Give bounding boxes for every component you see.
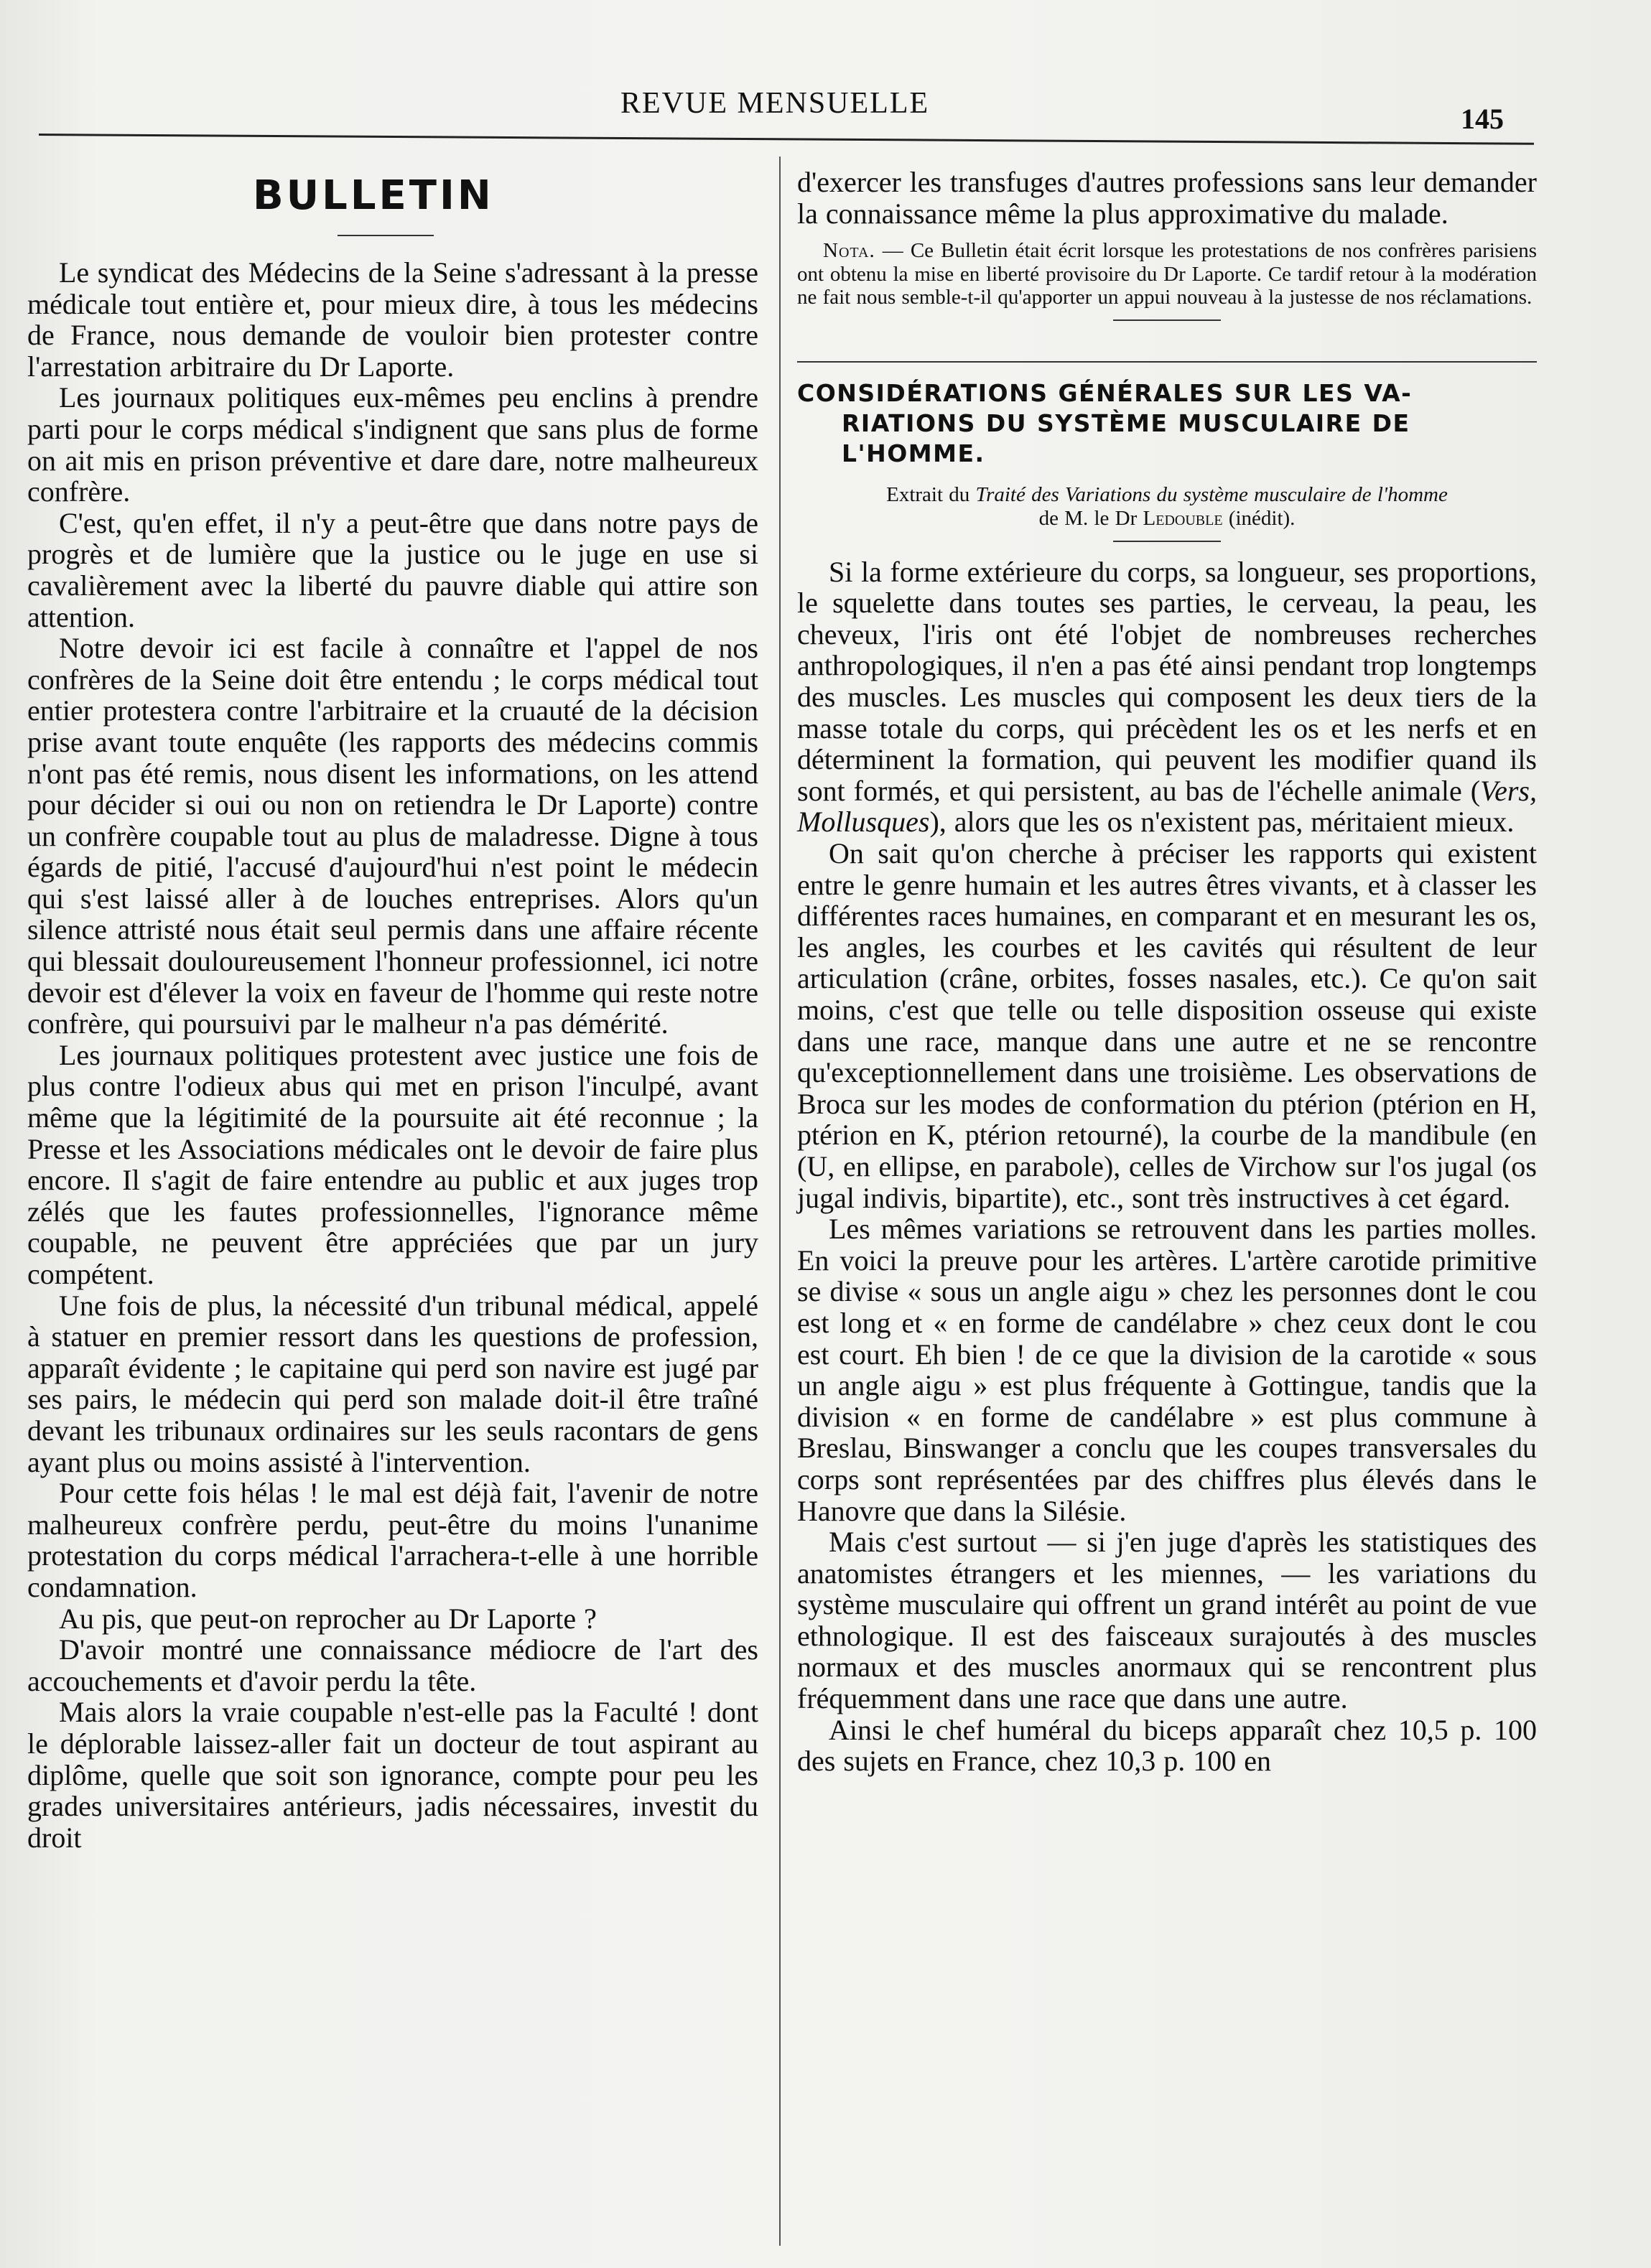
bulletin-paragraph-2: Les journaux politiques eux-mêmes peu enclins à prendre parti pour le corps médical s'indignent que sans plus de forme on ait mis en prison préventive et dare dare, notre malheureux confrère.: [27, 381, 758, 508]
extract-author: Ledouble: [1143, 506, 1223, 530]
bulletin-paragraph-9: D'avoir montré une connaissance médiocre de l'art des accouchements et d'avoir perdu la tête.: [27, 1633, 758, 1697]
article-paragraph-5: Ainsi le chef huméral du biceps apparaît chez 10,5 p. 100 des sujets en France, chez 10,3 p. 100 en: [797, 1713, 1537, 1778]
bulletin-paragraph-7: Pour cette fois hélas ! le mal est déjà fait, l'avenir de notre malheureux confrère perdu, peut-être du moins l'unanime protestation du corps médical l'arrachera-t-elle à une horrible condamnation.: [27, 1477, 758, 1603]
article-paragraph-1: [797, 556, 1537, 838]
article-paragraph-2: On sait qu'on cherche à préciser les rapports qui existent entre le genre humain et les autres êtres vivants, et à classer les différentes races humaines, en comparant et en mesurant les os, les angles, les courbes et les cavités qui résultent de leur articulation (crâne, orbites, fosses nasales, etc.). Ce qu'on sait moins, c'est que telle ou telle disposition osseuse qui existe dans une race, manque dans une autre et ne se rencontre qu'exceptionnellement dans une troisième. Les observations de Broca sur les modes de conformation du ptérion (ptérion en H, ptérion en K, ptérion retourné), la courbe de la mandibule (en (U, en ellipse, en parabole), celles de Virchow sur l'os jugal (os jugal indivis, bipartite), etc., sont très instructives à cet égard.: [797, 837, 1537, 1214]
article-body: [797, 556, 1537, 1777]
article-paragraph-4: Mais c'est surtout — si j'en juge d'après les statistiques des anatomistes étrangers et les miennes, — les variations du système musculaire qui offrent un grand intérêt au point de vue ethnologique. Il est des faisceaux surajoutés à des muscles normaux et des muscles anormaux qui se rencontrent plus fréquemment dans une race que dans une autre.: [797, 1526, 1537, 1715]
article-paragraph-1-end: ), alors que les os n'existent pas, méritaient mieux.: [929, 806, 1515, 839]
extract-rule: [1113, 541, 1221, 542]
bulletin-paragraph-5: Les journaux politiques protestent avec justice une fois de plus contre l'odieux abus qui met en prison l'inculpé, avant même que la légitimité de la poursuite ait été reconnue ; la Presse et les Associations médicales ont le devoir de faire plus encore. Il s'agit de faire entendre au public et aux juges trop zélés que les fautes professionnelles, l'ignorance même coupable, ne peuvent être appréciées que par un jury compétent.: [27, 1038, 758, 1290]
article-title: [797, 378, 1537, 469]
article-paragraph-1-text: Si la forme extérieure du corps, sa longueur, ses proportions, le squelette dans toutes ses parties, le cerveau, la peau, les cheveux, l'iris ont été l'objet de nombreuses recherches anthropologiques, il n'en a pas été ainsi pendant trop longtemps des muscles. Les muscles qui composent les deux tiers de la masse totale du corps, qui précèdent les os et les nerfs et en déterminent la formation, qui peuvent les modifier quand ils sont formés, et qui persistent, au bas de l'échelle animale (: [797, 555, 1537, 807]
right-column: [797, 167, 1537, 1777]
left-column: [27, 257, 758, 1853]
extract-prefix: Extrait du: [886, 482, 976, 506]
bulletin-paragraph-1: Le syndicat des Médecins de la Seine s'adressant à la presse médicale tout entière et, pour mieux dire, à tous les médecins de France, nous demande de vouloir bien protester contre l'arrestation arbitraire du Dr Laporte.: [27, 256, 758, 383]
column-divider: [779, 157, 781, 2246]
article-source-note: [797, 483, 1537, 531]
extract-suffix: (inédit).: [1222, 506, 1296, 530]
page-number: 145: [1461, 103, 1504, 135]
extract-work-title: Traité des Variations du système musculaire de l'homme: [975, 482, 1448, 506]
header-rule: [39, 134, 1534, 145]
nota-rule: [1113, 319, 1221, 321]
article-paragraph-1-italic: Vers, Mollusques: [797, 774, 1537, 839]
article-title-line-3: L'HOMME.: [842, 439, 985, 467]
bulletin-paragraph-10: Mais alors la vraie coupable n'est-elle pas la Faculté ! dont le déplorable laissez-aller fait un docteur de tout aspirant au diplôme, quelle que soit son ignorance, compte pour peu les grades universitaires antérieurs, jadis nécessaires, investit du droit: [27, 1696, 758, 1854]
article-paragraph-3: Les mêmes variations se retrouvent dans les parties molles. En voici la preuve pour les artères. L'artère carotide primitive se divise « sous un angle aigu » chez les personnes dont le cou est long et « en forme de candélabre » chez ceux dont le cou est court. Eh bien ! de ce que la division de la carotide « sous un angle aigu » est plus fréquente à Gottingue, tandis que la division « en forme de candélabre » est plus commune à Breslau, Binswanger a conclu que les coupes transversales du corps sont représentées par des chiffres plus élevés dans le Hanovre que dans la Silésie.: [797, 1213, 1537, 1527]
bulletin-paragraph-6: Une fois de plus, la nécessité d'un tribunal médical, appelé à statuer en premier ressort dans les questions de profession, apparaît évidente ; le capitaine qui perd son navire est jugé par ses pairs, le médecin qui perd son malade doit-il être traîné devant les tribunaux ordinaires sur les seuls racontars de gens ayant plus ou moins assisté à l'intervention.: [27, 1289, 758, 1478]
bulletin-title: BULLETIN: [253, 172, 494, 219]
bulletin-continuation: d'exercer les transfuges d'autres professions sans leur demander la connaissance même la plus approximative du malade.: [797, 166, 1537, 230]
bulletin-title-rule: [338, 235, 434, 236]
nota-label: Nota.: [823, 239, 875, 263]
bulletin-paragraph-4: Notre devoir ici est facile à connaître et l'appel de nos confrères de la Seine doit être entendu ; le corps médical tout entier protestera contre l'arbitraire et la cruauté de la décision prise avant toute enquête (les rapports des médecins commis n'ont pas été remis, nous disent les informations, on les attend pour décider si oui ou non on retiendra le Dr Laporte) contre un confrère coupable tout au plus de maladresse. Digne à tous égards de pitié, l'accusé d'aujourd'hui n'est point le médecin qui s'est laissé aller à de louches entreprises. Alors qu'un silence attristé nous était seul permis dans une affaire récente qui blessait douloureusement l'honneur professionnel, ici notre devoir est d'élever la voix en faveur de l'homme qui reste notre confrère, qui poursuivi par le malheur n'a pas démérité.: [27, 632, 758, 1040]
bulletin-paragraph-3: C'est, qu'en effet, il n'y a peut-être que dans notre pays de progrès et de lumière que la justice ou le juge en use si cavalièrement avec la liberté du pauvre diable qui attire son attention.: [27, 506, 758, 633]
nota-text: — Ce Bulletin était écrit lorsque les protestations de nos confrères parisiens ont obtenu la mise en liberté provisoire du Dr Laporte. Ce tardif retour à la modération ne fait nous semble-t-il qu'apporter un appui nouveau à la justesse de nos réclamations.: [797, 239, 1537, 309]
extract-author-prefix: de M. le Dr: [1038, 506, 1143, 530]
article-title-line-1: CONSIDÉRATIONS GÉNÉRALES SUR LES VA-: [797, 378, 1413, 407]
running-head: REVUE MENSUELLE: [620, 87, 930, 120]
bulletin-paragraph-8: Au pis, que peut-on reprocher au Dr Laporte ?: [59, 1602, 597, 1635]
article-title-line-2: RIATIONS DU SYSTÈME MUSCULAIRE DE: [842, 409, 1410, 437]
section-rule: [797, 361, 1537, 363]
bulletin-nota: [797, 239, 1537, 309]
